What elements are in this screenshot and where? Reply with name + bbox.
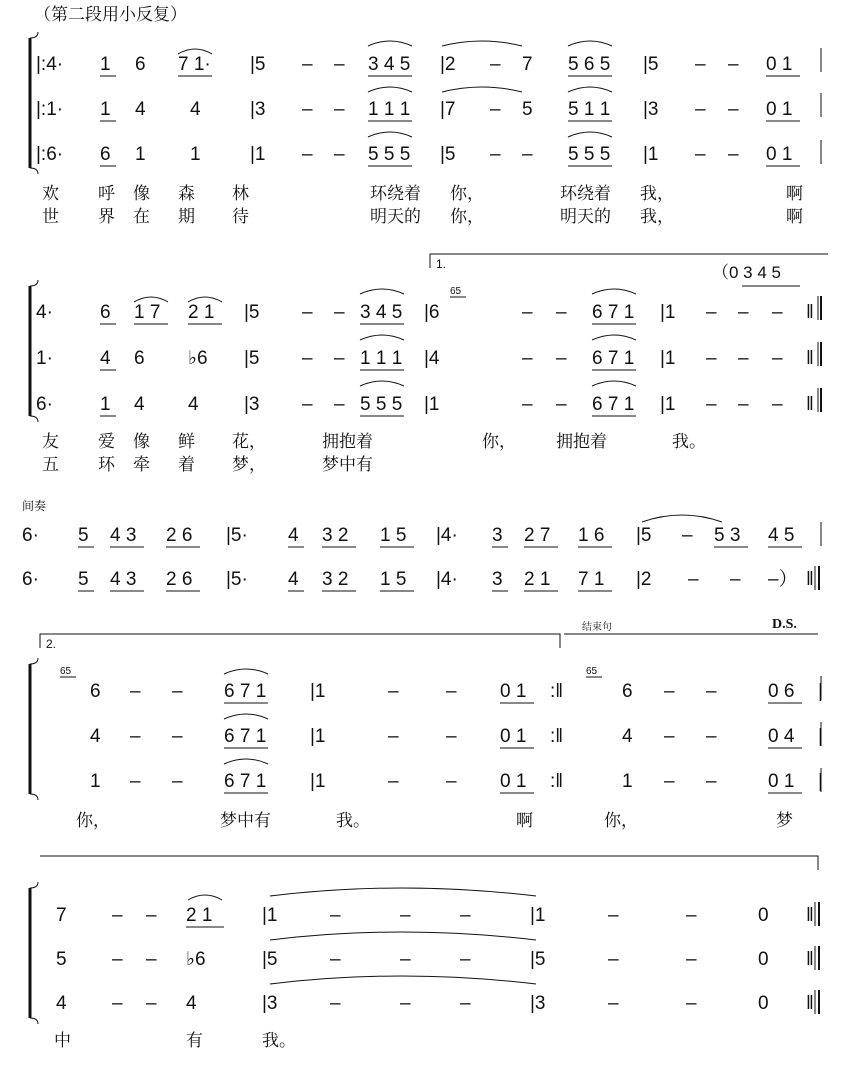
coda-label: 结束句 <box>582 622 612 633</box>
interlude-label: 间奏 <box>22 499 47 513</box>
note-group: – <box>172 771 183 792</box>
note-group: 6 <box>100 302 111 323</box>
lyric-syllable: 梦， <box>232 455 266 474</box>
note-group: 3 4 5 <box>360 302 403 323</box>
note-group: |5 <box>250 54 266 75</box>
voice-4-2 <box>90 714 823 748</box>
note-group: – <box>112 949 123 970</box>
note-group: |:1· <box>36 99 64 120</box>
note-group: 3 <box>492 525 503 546</box>
note-group: |7 <box>440 99 456 120</box>
note-group: – <box>334 394 345 415</box>
note-group: – <box>334 99 345 120</box>
note-group: – <box>330 993 341 1014</box>
note-group: 4 <box>134 394 145 415</box>
note-group: – <box>772 394 783 415</box>
note-group: – <box>522 394 533 415</box>
note-group: – <box>608 905 619 926</box>
note-group: | <box>818 726 823 747</box>
note-group: |2 <box>440 54 456 75</box>
note-group: |1 <box>310 771 326 792</box>
note-group: – <box>302 348 313 369</box>
note-group: |4· <box>436 525 458 546</box>
note-group: 4 <box>56 993 67 1014</box>
note-group: 1 <box>90 771 101 792</box>
note-group: – <box>738 394 749 415</box>
lyric-syllable: 啊 <box>786 184 803 203</box>
note-group: – <box>460 993 471 1014</box>
voice-1-2 <box>36 87 800 121</box>
note-group: 4 <box>288 525 299 546</box>
note-group: – <box>460 905 471 926</box>
note-group: – <box>334 302 345 323</box>
note-group: – <box>112 993 123 1014</box>
note-group: – <box>728 99 739 120</box>
voice-3-2 <box>22 568 814 591</box>
note-group: – <box>556 394 567 415</box>
note-group: 0 1 <box>500 771 527 792</box>
note-group: – <box>695 54 706 75</box>
intro-cue: （0 3 4 5 <box>712 263 781 282</box>
note-group: | <box>818 771 823 792</box>
note-group: 4 <box>622 726 633 747</box>
note-group: – <box>388 771 399 792</box>
note-group: 1 <box>190 144 201 165</box>
note-group: 0 <box>758 949 769 970</box>
note-group: |5 <box>244 302 260 323</box>
note-group: – <box>772 348 783 369</box>
lyric-syllable: 界 <box>98 207 115 226</box>
note-group: |1 <box>310 726 326 747</box>
lyric-syllable: 你， <box>604 811 638 830</box>
note-group: – <box>146 905 157 926</box>
note-group: |6 <box>424 302 440 323</box>
note-group: 5 3 <box>714 525 741 546</box>
note-group: |5· <box>226 569 248 590</box>
lyric-syllable: 你， <box>450 207 484 226</box>
note-group: ‖ <box>806 993 814 1014</box>
note-group: – <box>400 949 411 970</box>
note-group: :‖ <box>550 726 564 747</box>
note-group: – <box>302 394 313 415</box>
grace-note: 65 <box>586 666 598 677</box>
note-group: – <box>730 569 741 590</box>
note-group: |1 <box>310 681 326 702</box>
note-group: – <box>460 949 471 970</box>
note-group: 5 5 5 <box>568 144 611 165</box>
note-group: |5 <box>643 54 659 75</box>
note-group: 0 1 <box>500 726 527 747</box>
note-group: 5 <box>522 99 533 120</box>
note-group: 0 1 <box>766 54 793 75</box>
note-group: 1 1 1 <box>360 348 403 369</box>
note-group: 7 1· <box>178 54 211 75</box>
note-group: 1 7 <box>134 302 161 323</box>
note-group: 6 7 1 <box>592 348 635 369</box>
note-group: 6 <box>135 54 146 75</box>
note-group: – <box>706 348 717 369</box>
note-group: – <box>608 949 619 970</box>
lyric-syllable: 着 <box>178 455 195 474</box>
note-group: |3 <box>244 394 260 415</box>
note-group: – <box>738 302 749 323</box>
note-group: 1 5 <box>380 525 407 546</box>
note-group: |4 <box>424 348 440 369</box>
note-group: |1 <box>660 348 676 369</box>
lyric-syllable: 鲜 <box>178 432 195 451</box>
note-group: 0 1 <box>768 771 795 792</box>
note-group: – <box>490 54 501 75</box>
note-group: 1 6 <box>578 525 605 546</box>
note-group: – <box>522 144 533 165</box>
note-group: – <box>400 905 411 926</box>
note-group: |5 <box>244 348 260 369</box>
note-group: 0 <box>758 905 769 926</box>
voice-1-1 <box>36 41 800 76</box>
voice-3-1 <box>22 515 802 547</box>
note-group: – <box>738 348 749 369</box>
note-group: :‖ <box>550 771 564 792</box>
note-group: – <box>682 525 693 546</box>
system-2 <box>30 254 828 474</box>
note-group: – <box>446 681 457 702</box>
note-group: 2 6 <box>166 525 193 546</box>
note-group: – <box>772 302 783 323</box>
lyric-syllable: 我， <box>640 184 674 203</box>
note-group: – <box>302 302 313 323</box>
note-group: – <box>556 302 567 323</box>
system-5 <box>30 856 819 1050</box>
lyric-syllable: 明天的 <box>560 207 611 226</box>
note-group: 4 3 <box>110 569 137 590</box>
note-group: |1 <box>530 905 546 926</box>
note-group: – <box>130 771 141 792</box>
note-group: 3 4 5 <box>368 54 411 75</box>
note-group: 6 <box>622 681 633 702</box>
volta-2: 2. <box>46 637 57 651</box>
note-group: |4· <box>436 569 458 590</box>
lyric-syllable: 有 <box>186 1031 203 1050</box>
note-group: 5 <box>56 949 67 970</box>
note-group: |3 <box>643 99 659 120</box>
system-3 <box>22 498 821 591</box>
note-group: |3 <box>250 99 266 120</box>
note-group: 4 <box>288 569 299 590</box>
note-group: – <box>688 569 699 590</box>
note-group: – <box>490 144 501 165</box>
lyric-syllable: 啊 <box>516 811 533 830</box>
note-group: – <box>706 302 717 323</box>
note-group: 2 6 <box>166 569 193 590</box>
note-group: – <box>664 681 675 702</box>
note-group: – <box>706 726 717 747</box>
note-group: 4 <box>100 348 111 369</box>
note-group: 4 <box>188 394 199 415</box>
note-group: 6 <box>100 144 111 165</box>
note-group: – <box>334 144 345 165</box>
lyric-syllable: 我。 <box>672 432 706 451</box>
note-group: – <box>400 993 411 1014</box>
note-group: – <box>446 771 457 792</box>
note-group: 4 <box>90 726 101 747</box>
lyric-syllable: 拥抱着 <box>556 432 607 451</box>
lyric-syllable: 啊 <box>786 207 803 226</box>
note-group: – <box>302 99 313 120</box>
voice-2-3 <box>36 381 814 416</box>
lyric-syllable: 呼 <box>98 184 115 203</box>
note-group: |5 <box>636 525 652 546</box>
lyric-syllable: 花， <box>232 432 266 451</box>
note-group: 0 4 <box>768 726 795 747</box>
lyric-syllable: 我， <box>640 207 674 226</box>
lyric-syllable: 中 <box>54 1031 71 1050</box>
note-group: 1 <box>135 144 146 165</box>
voice-2-1 <box>36 289 814 324</box>
note-group: – <box>330 905 341 926</box>
note-group: |5 <box>262 949 278 970</box>
note-group: ♭6 <box>186 949 206 970</box>
note-group: – <box>112 905 123 926</box>
voice-5-3 <box>56 976 814 1014</box>
note-group: – <box>664 771 675 792</box>
note-group: |1 <box>643 144 659 165</box>
note-group: 6 7 1 <box>592 302 635 323</box>
system-4 <box>30 617 823 830</box>
note-group: :‖ <box>550 681 564 702</box>
note-group: |:4· <box>36 54 64 75</box>
note-group: 2 1 <box>524 569 551 590</box>
note-group: – <box>334 54 345 75</box>
note-group: – <box>334 348 345 369</box>
note-group: – <box>490 99 501 120</box>
note-group: ‖ <box>806 302 814 323</box>
note-group: 1 1 1 <box>368 99 411 120</box>
note-group: 5 <box>78 569 89 590</box>
grace-note: 65 <box>450 286 462 297</box>
note-group: – <box>146 949 157 970</box>
lyric-syllable: 爱 <box>98 432 115 451</box>
note-group: – <box>130 681 141 702</box>
note-group: 6 7 1 <box>224 771 267 792</box>
note-group: |5· <box>226 525 248 546</box>
lyric-syllable: 我。 <box>336 811 370 830</box>
note-group: 5 6 5 <box>568 54 611 75</box>
note-group: 6· <box>36 394 53 415</box>
ds-mark: D.S. <box>772 617 797 632</box>
note-group: – <box>446 726 457 747</box>
note-group: ‖ <box>806 394 814 415</box>
note-group: 5 5 5 <box>360 394 403 415</box>
note-group: 1 <box>100 99 111 120</box>
note-group: 4 3 <box>110 525 137 546</box>
lyric-syllable: 环绕着 <box>560 184 611 203</box>
lyric-syllable: 像 <box>133 184 150 203</box>
lyric-syllable: 环 <box>98 455 115 474</box>
note-group: – <box>686 993 697 1014</box>
note-group: 4 5 <box>768 525 795 546</box>
volta-1: 1. <box>436 257 447 271</box>
note-group: – <box>706 681 717 702</box>
note-group: 1 <box>100 394 111 415</box>
note-group: – <box>686 949 697 970</box>
note-group: 0 <box>758 993 769 1014</box>
lyric-syllable: 友 <box>42 432 59 451</box>
lyrics-4 <box>76 811 793 830</box>
note-group: 0 1 <box>766 99 793 120</box>
note-group: |5 <box>440 144 456 165</box>
note-group: 6 <box>90 681 101 702</box>
note-group: 6 7 1 <box>224 726 267 747</box>
note-group: 2 1 <box>186 905 213 926</box>
note-group: – <box>522 348 533 369</box>
note-group: 3 <box>492 569 503 590</box>
lyric-syllable: 像 <box>133 432 150 451</box>
lyric-syllable: 梦中有 <box>322 455 373 474</box>
lyric-syllable: 明天的 <box>370 207 421 226</box>
note-group: 4 <box>186 993 197 1014</box>
voice-2-2 <box>36 335 814 370</box>
note-group: 4· <box>36 302 53 323</box>
lyric-syllable: 在 <box>133 207 150 226</box>
note-group: – <box>695 99 706 120</box>
note-group: – <box>706 394 717 415</box>
section-note: （第二段用小反复） <box>34 5 187 24</box>
note-group: – <box>695 144 706 165</box>
note-group: 7 <box>56 905 67 926</box>
note-group: 5 <box>78 525 89 546</box>
note-group: |1 <box>660 394 676 415</box>
lyric-syllable: 林 <box>232 184 249 203</box>
lyric-syllable: 我。 <box>262 1031 296 1050</box>
note-group: 6· <box>22 525 39 546</box>
note-group: | <box>818 681 823 702</box>
note-group: – <box>388 681 399 702</box>
lyrics-2 <box>42 432 706 474</box>
system-1 <box>30 32 821 226</box>
note-group: – <box>172 681 183 702</box>
note-group: – <box>388 726 399 747</box>
note-group: – <box>302 54 313 75</box>
note-group: |2 <box>636 569 652 590</box>
note-group: 0 6 <box>768 681 795 702</box>
note-group: 0 1 <box>766 144 793 165</box>
note-group: – <box>706 771 717 792</box>
note-group: 1 <box>622 771 633 792</box>
lyric-syllable: 你， <box>76 811 110 830</box>
lyric-syllable: 你， <box>450 184 484 203</box>
note-group: |1 <box>660 302 676 323</box>
lyric-syllable: 牵 <box>133 455 150 474</box>
voice-1-3 <box>36 132 800 166</box>
note-group: ‖ <box>806 348 814 369</box>
lyric-syllable: 梦中有 <box>220 811 271 830</box>
note-group: – <box>686 905 697 926</box>
note-group: 7 1 <box>578 569 605 590</box>
lyrics-5 <box>54 1031 296 1050</box>
note-group: |1 <box>262 905 278 926</box>
lyric-syllable: 待 <box>232 207 249 226</box>
note-group: – <box>146 993 157 1014</box>
voice-5-2 <box>56 932 814 970</box>
note-group: ‖ <box>806 905 814 926</box>
note-group: |3 <box>530 993 546 1014</box>
note-group: 1 <box>100 54 111 75</box>
voice-4-3 <box>90 759 823 793</box>
note-group: –） <box>768 569 798 590</box>
note-group: – <box>172 726 183 747</box>
lyric-syllable: 你， <box>482 432 516 451</box>
note-group: 1 5 <box>380 569 407 590</box>
note-group: |:6· <box>36 144 64 165</box>
note-group: – <box>728 54 739 75</box>
note-group: – <box>130 726 141 747</box>
lyric-syllable: 环绕着 <box>370 184 421 203</box>
voice-4-1 <box>90 669 823 703</box>
lyric-syllable: 五 <box>42 455 59 474</box>
lyric-syllable: 梦 <box>776 811 793 830</box>
note-group: |3 <box>262 993 278 1014</box>
note-group: |1 <box>250 144 266 165</box>
note-group: – <box>330 949 341 970</box>
note-group: 5 5 5 <box>368 144 411 165</box>
note-group: – <box>302 144 313 165</box>
note-group: 3 2 <box>322 569 349 590</box>
lyric-syllable: 森 <box>178 184 195 203</box>
note-group: 5 1 1 <box>568 99 611 120</box>
note-group: ♭6 <box>188 348 208 369</box>
note-group: 3 2 <box>322 525 349 546</box>
note-group: – <box>664 726 675 747</box>
note-group: ‖ <box>806 949 814 970</box>
note-group: 6 7 1 <box>224 681 267 702</box>
lyrics-1 <box>42 184 803 226</box>
note-group: 7 <box>522 54 533 75</box>
note-group: – <box>522 302 533 323</box>
note-group: 4 <box>135 99 146 120</box>
note-group: 6 7 1 <box>592 394 635 415</box>
note-group: – <box>608 993 619 1014</box>
note-group: 2 7 <box>524 525 551 546</box>
lyric-syllable: 期 <box>178 207 195 226</box>
lyric-syllable: 拥抱着 <box>322 432 373 451</box>
lyric-syllable: 世 <box>42 207 59 226</box>
note-group: |5 <box>530 949 546 970</box>
note-group: ‖ <box>806 569 814 590</box>
note-group: – <box>728 144 739 165</box>
voice-5-1 <box>56 888 814 927</box>
grace-note: 65 <box>60 666 72 677</box>
note-group: 6 <box>134 348 145 369</box>
lyric-syllable: 欢 <box>42 184 59 203</box>
note-group: 4 <box>190 99 201 120</box>
note-group: 1· <box>36 348 53 369</box>
note-group: |1 <box>424 394 440 415</box>
note-group: 0 1 <box>500 681 527 702</box>
note-group: 6· <box>22 569 39 590</box>
note-group: – <box>556 348 567 369</box>
note-group: 2 1 <box>188 302 215 323</box>
